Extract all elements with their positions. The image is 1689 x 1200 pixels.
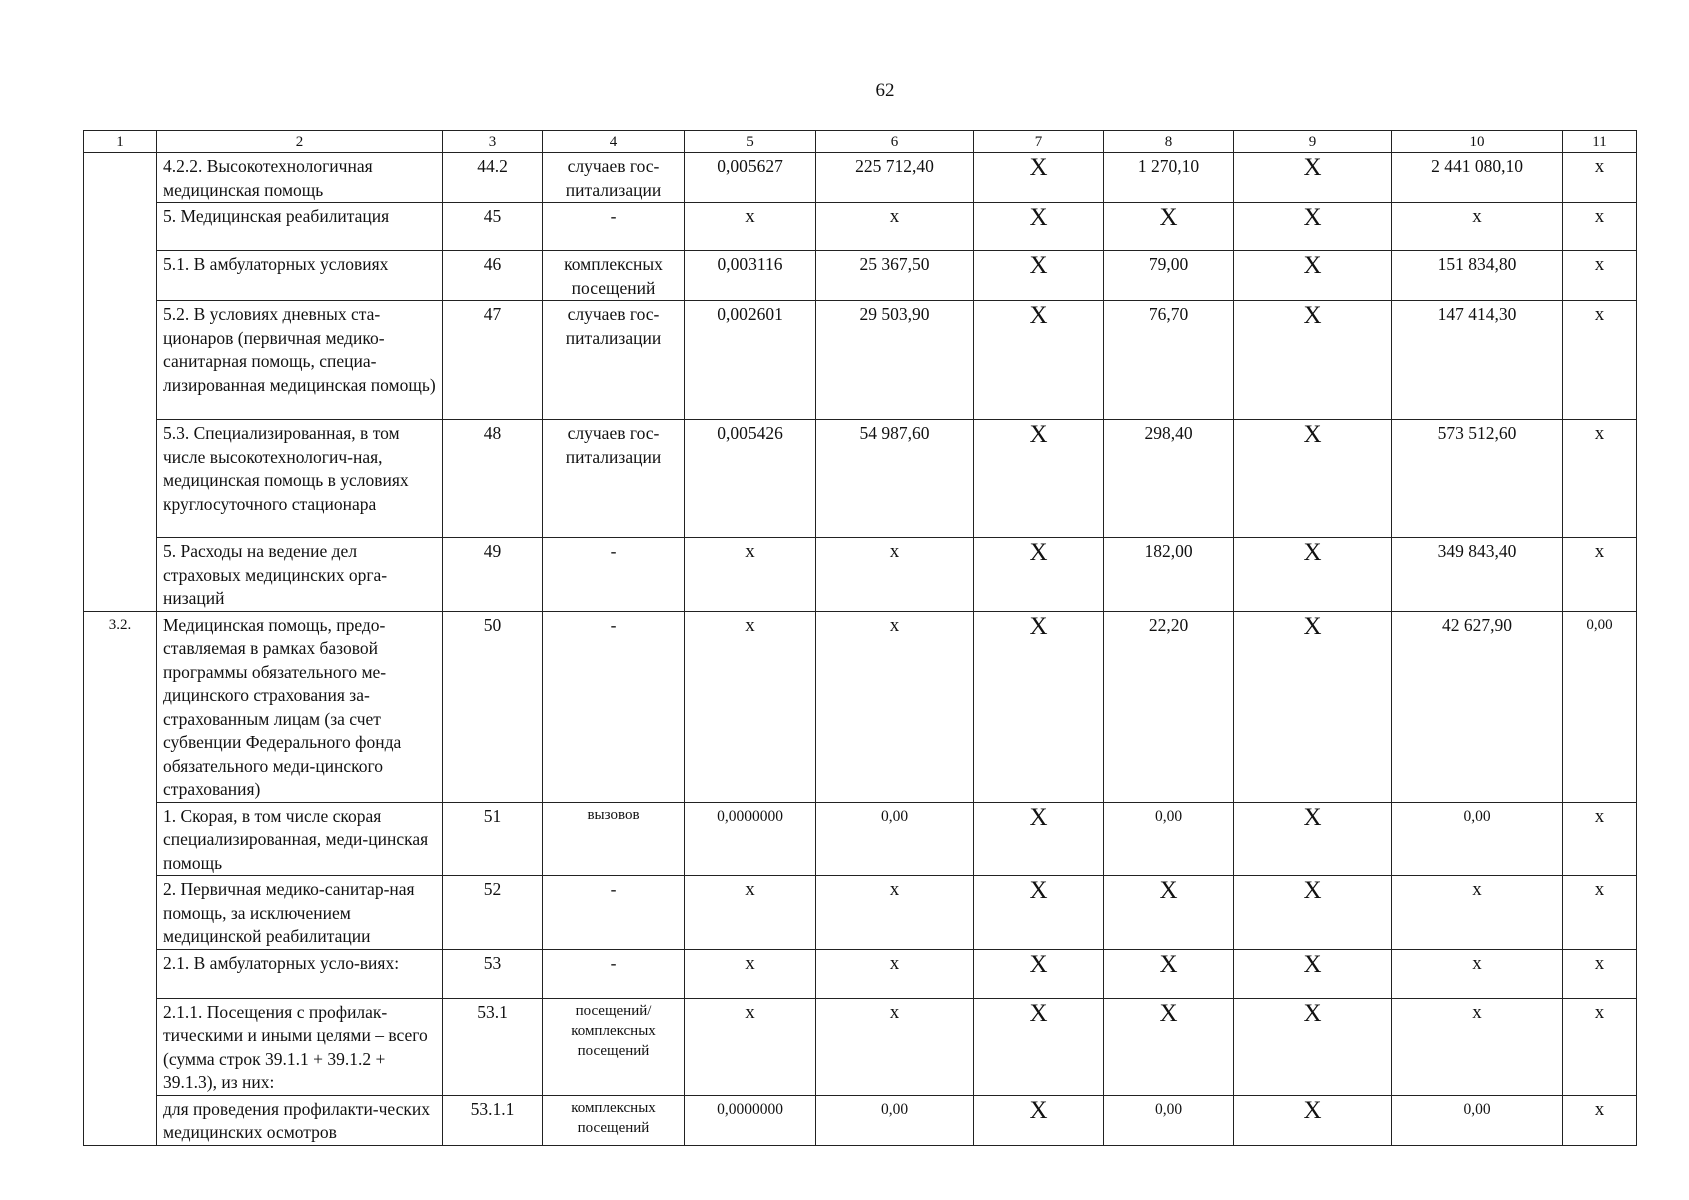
cell-col7: X bbox=[974, 1095, 1104, 1145]
row-code: 46 bbox=[443, 251, 543, 301]
cell-col6: 29 503,90 bbox=[816, 301, 974, 420]
cell-col6: 225 712,40 bbox=[816, 153, 974, 203]
cell-col7: X bbox=[974, 420, 1104, 538]
cell-col11: x bbox=[1563, 876, 1637, 950]
row-code: 51 bbox=[443, 802, 543, 876]
row-name: 1. Скорая, в том числе скорая специализированная, меди-цинская помощь bbox=[157, 802, 443, 876]
row-name: 5.1. В амбулаторных условиях bbox=[157, 251, 443, 301]
cell-col7: X bbox=[974, 251, 1104, 301]
cell-col7: X bbox=[974, 998, 1104, 1095]
table-row bbox=[84, 420, 1637, 538]
cell-col11: x bbox=[1563, 153, 1637, 203]
row-name: 5.2. В условиях дневных ста-ционаров (первичная медико-санитарная помощь, специа-лизированная медицинская помощь) bbox=[157, 301, 443, 420]
cell-col9: X bbox=[1234, 153, 1392, 203]
cell-col10: x bbox=[1392, 998, 1563, 1095]
table-row bbox=[84, 802, 1637, 876]
cell-col11: x bbox=[1563, 1095, 1637, 1145]
cell-col11: x bbox=[1563, 301, 1637, 420]
cell-col5: x bbox=[685, 611, 816, 802]
row-name: 2.1.1. Посещения с профилак-тическими и иными целями – всего (сумма строк 39.1.1 + 39.1.2 + 39.1.3), из них: bbox=[157, 998, 443, 1095]
cell-col8: 0,00 bbox=[1104, 802, 1234, 876]
cell-col11: x bbox=[1563, 998, 1637, 1095]
cell-col10: x bbox=[1392, 876, 1563, 950]
column-header: 3 bbox=[443, 131, 543, 153]
row-code: 45 bbox=[443, 203, 543, 251]
cell-col6: x bbox=[816, 611, 974, 802]
cell-col6: x bbox=[816, 998, 974, 1095]
cell-col8: 79,00 bbox=[1104, 251, 1234, 301]
cell-col11: x bbox=[1563, 949, 1637, 998]
row-code: 50 bbox=[443, 611, 543, 802]
data-table bbox=[83, 130, 1637, 1146]
cell-col10: 151 834,80 bbox=[1392, 251, 1563, 301]
row-section-number: 3.2. bbox=[84, 611, 157, 1145]
table-row bbox=[84, 538, 1637, 612]
column-header: 8 bbox=[1104, 131, 1234, 153]
page-number: 62 bbox=[875, 80, 895, 101]
cell-col8: X bbox=[1104, 998, 1234, 1095]
cell-col9: X bbox=[1234, 998, 1392, 1095]
cell-col10: 0,00 bbox=[1392, 1095, 1563, 1145]
cell-col9: X bbox=[1234, 420, 1392, 538]
column-header: 5 bbox=[685, 131, 816, 153]
cell-col5: x bbox=[685, 949, 816, 998]
row-unit: комплексных посещений bbox=[543, 1095, 685, 1145]
row-code: 49 bbox=[443, 538, 543, 612]
row-unit: - bbox=[543, 611, 685, 802]
cell-col5: x bbox=[685, 998, 816, 1095]
cell-col11: 0,00 bbox=[1563, 611, 1637, 802]
cell-col10: 0,00 bbox=[1392, 802, 1563, 876]
cell-col11: x bbox=[1563, 538, 1637, 612]
column-header: 2 bbox=[157, 131, 443, 153]
cell-col9: X bbox=[1234, 203, 1392, 251]
row-unit: - bbox=[543, 203, 685, 251]
cell-col11: x bbox=[1563, 802, 1637, 876]
cell-col9: X bbox=[1234, 949, 1392, 998]
column-header: 6 bbox=[816, 131, 974, 153]
table-row bbox=[84, 998, 1637, 1095]
cell-col7: X bbox=[974, 301, 1104, 420]
cell-col5: 0,002601 bbox=[685, 301, 816, 420]
cell-col10: x bbox=[1392, 203, 1563, 251]
table-row bbox=[84, 203, 1637, 251]
row-unit: - bbox=[543, 949, 685, 998]
row-code: 53.1.1 bbox=[443, 1095, 543, 1145]
cell-col7: X bbox=[974, 949, 1104, 998]
cell-col6: 0,00 bbox=[816, 1095, 974, 1145]
cell-col6: x bbox=[816, 949, 974, 998]
table-row bbox=[84, 1095, 1637, 1145]
row-unit: - bbox=[543, 876, 685, 950]
cell-col10: 573 512,60 bbox=[1392, 420, 1563, 538]
cell-col8: X bbox=[1104, 203, 1234, 251]
cell-col10: x bbox=[1392, 949, 1563, 998]
row-name: для проведения профилакти-ческих медицинских осмотров bbox=[157, 1095, 443, 1145]
table-row bbox=[84, 301, 1637, 420]
row-name: 2.1. В амбулаторных усло-виях: bbox=[157, 949, 443, 998]
cell-col10: 2 441 080,10 bbox=[1392, 153, 1563, 203]
cell-col11: x bbox=[1563, 251, 1637, 301]
cell-col7: X bbox=[974, 611, 1104, 802]
table-row bbox=[84, 153, 1637, 203]
cell-col5: 0,0000000 bbox=[685, 802, 816, 876]
cell-col6: 54 987,60 bbox=[816, 420, 974, 538]
cell-col7: X bbox=[974, 802, 1104, 876]
table-row bbox=[84, 251, 1637, 301]
table-row bbox=[84, 611, 1637, 802]
row-unit: посещений/ комплексных посещений bbox=[543, 998, 685, 1095]
row-code: 53 bbox=[443, 949, 543, 998]
cell-col6: x bbox=[816, 538, 974, 612]
row-name: 5. Медицинская реабилитация bbox=[157, 203, 443, 251]
cell-col8: 182,00 bbox=[1104, 538, 1234, 612]
cell-col6: x bbox=[816, 876, 974, 950]
column-header: 9 bbox=[1234, 131, 1392, 153]
cell-col5: 0,005426 bbox=[685, 420, 816, 538]
cell-col7: X bbox=[974, 538, 1104, 612]
cell-col6: 0,00 bbox=[816, 802, 974, 876]
cell-col8: 0,00 bbox=[1104, 1095, 1234, 1145]
cell-col5: 0,0000000 bbox=[685, 1095, 816, 1145]
row-code: 47 bbox=[443, 301, 543, 420]
row-name: 5. Расходы на ведение дел страховых медицинских орга-низаций bbox=[157, 538, 443, 612]
column-header: 10 bbox=[1392, 131, 1563, 153]
cell-col11: x bbox=[1563, 420, 1637, 538]
cell-col7: X bbox=[974, 153, 1104, 203]
column-header: 4 bbox=[543, 131, 685, 153]
cell-col10: 147 414,30 bbox=[1392, 301, 1563, 420]
table-row bbox=[84, 876, 1637, 950]
row-unit: вызовов bbox=[543, 802, 685, 876]
cell-col6: 25 367,50 bbox=[816, 251, 974, 301]
cell-col5: x bbox=[685, 203, 816, 251]
cell-col8: 22,20 bbox=[1104, 611, 1234, 802]
row-name: 4.2.2. Высокотехнологичная медицинская помощь bbox=[157, 153, 443, 203]
row-unit: случаев гос-питализации bbox=[543, 301, 685, 420]
row-code: 44.2 bbox=[443, 153, 543, 203]
cell-col9: X bbox=[1234, 538, 1392, 612]
row-name: 5.3. Специализированная, в том числе высокотехнологич-ная, медицинская помощь в условиях круглосуточного стационара bbox=[157, 420, 443, 538]
row-name: 2. Первичная медико-санитар-ная помощь, за исключением медицинской реабилитации bbox=[157, 876, 443, 950]
row-name: Медицинская помощь, предо-ставляемая в рамках базовой программы обязательного ме-дицинского страхования за-страхованным лицам (за счет субвенции Федерального фонда обязательного меди-цинского страхования) bbox=[157, 611, 443, 802]
table-row bbox=[84, 949, 1637, 998]
row-code: 48 bbox=[443, 420, 543, 538]
cell-col8: X bbox=[1104, 949, 1234, 998]
cell-col9: X bbox=[1234, 301, 1392, 420]
cell-col6: x bbox=[816, 203, 974, 251]
cell-col9: X bbox=[1234, 1095, 1392, 1145]
cell-col5: x bbox=[685, 876, 816, 950]
cell-col8: 298,40 bbox=[1104, 420, 1234, 538]
column-header: 1 bbox=[84, 131, 157, 153]
cell-col8: X bbox=[1104, 876, 1234, 950]
cell-col7: X bbox=[974, 876, 1104, 950]
cell-col7: X bbox=[974, 203, 1104, 251]
row-code: 52 bbox=[443, 876, 543, 950]
row-section-number bbox=[84, 153, 157, 612]
cell-col10: 42 627,90 bbox=[1392, 611, 1563, 802]
cell-col5: 0,005627 bbox=[685, 153, 816, 203]
cell-col9: X bbox=[1234, 802, 1392, 876]
row-unit: комплексных посещений bbox=[543, 251, 685, 301]
column-header: 11 bbox=[1563, 131, 1637, 153]
cell-col9: X bbox=[1234, 251, 1392, 301]
row-code: 53.1 bbox=[443, 998, 543, 1095]
cell-col10: 349 843,40 bbox=[1392, 538, 1563, 612]
header-row bbox=[84, 131, 1637, 153]
cell-col5: 0,003116 bbox=[685, 251, 816, 301]
cell-col8: 76,70 bbox=[1104, 301, 1234, 420]
column-header: 7 bbox=[974, 131, 1104, 153]
cell-col9: X bbox=[1234, 611, 1392, 802]
cell-col8: 1 270,10 bbox=[1104, 153, 1234, 203]
row-unit: случаев гос-питализации bbox=[543, 153, 685, 203]
cell-col5: x bbox=[685, 538, 816, 612]
cell-col11: x bbox=[1563, 203, 1637, 251]
row-unit: - bbox=[543, 538, 685, 612]
row-unit: случаев гос-питализации bbox=[543, 420, 685, 538]
cell-col9: X bbox=[1234, 876, 1392, 950]
